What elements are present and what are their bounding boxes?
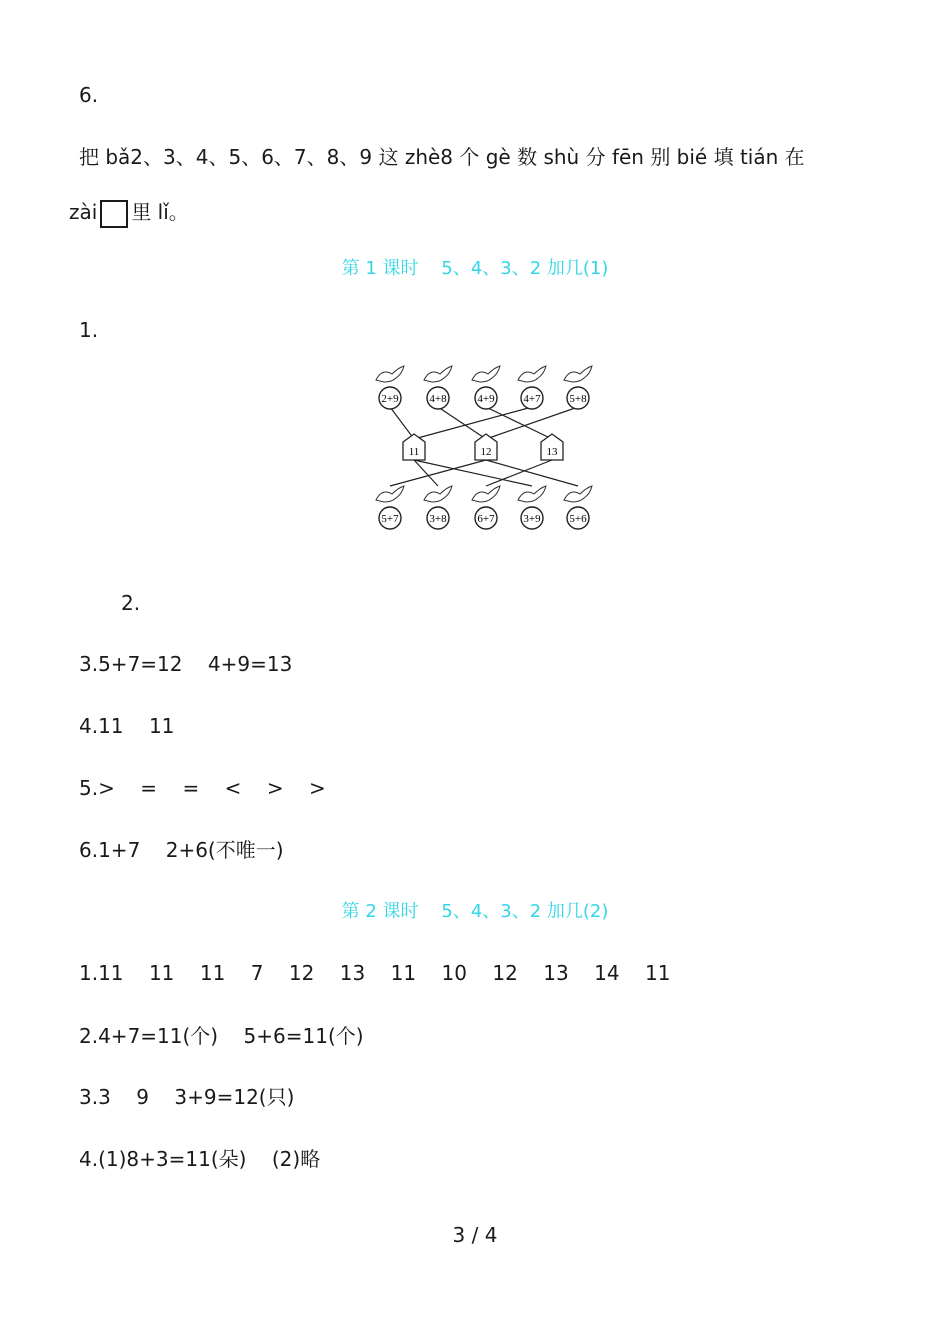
top-bird-4-label: 4+7 xyxy=(523,393,541,405)
question-6-text-line2 xyxy=(69,200,189,228)
matching-figure xyxy=(362,362,602,534)
bottom-bird-3 xyxy=(472,486,500,529)
question-6-li: 里 lǐ。 xyxy=(131,200,189,224)
lesson-1-q1-number: 1. xyxy=(79,318,99,342)
bottom-bird-1 xyxy=(376,486,404,529)
house-2-label: 12 xyxy=(480,446,492,458)
lesson-1-q3: 3.5+7=12 4+9=13 xyxy=(79,652,293,676)
top-bird-2 xyxy=(424,366,452,409)
lesson-1-q2: 2. xyxy=(121,591,141,615)
bottom-bird-1-label: 5+7 xyxy=(381,513,399,525)
lesson-2-heading: 第 2 课时 5、4、3、2 加几(2) xyxy=(341,901,609,922)
lesson-2-q3: 3.3 9 3+9=12(只) xyxy=(79,1085,295,1109)
question-6-pinyin-zai: zài xyxy=(69,200,98,224)
top-bird-3 xyxy=(472,366,500,409)
answer-box xyxy=(100,200,128,228)
bottom-bird-4-label: 3+9 xyxy=(523,513,541,525)
houses xyxy=(403,434,563,460)
bottom-bird-2 xyxy=(424,486,452,529)
house-3 xyxy=(541,434,563,460)
lesson-1-q5: 5.> = = < > > xyxy=(79,776,326,800)
top-bird-5 xyxy=(564,366,592,409)
top-bird-5-label: 5+8 xyxy=(569,393,587,405)
lesson-2-q4: 4.(1)8+3=11(朵) (2)略 xyxy=(79,1147,321,1171)
bottom-bird-4 xyxy=(518,486,546,529)
lesson-1-q4: 4.11 11 xyxy=(79,714,175,738)
top-bird-1-label: 2+9 xyxy=(381,393,399,405)
top-birds xyxy=(376,366,592,409)
top-bird-3-label: 4+9 xyxy=(477,393,495,405)
top-bird-1 xyxy=(376,366,404,409)
page-number: 3 / 4 xyxy=(452,1223,498,1247)
house-1-label: 11 xyxy=(408,446,420,458)
question-6-number: 6. xyxy=(79,83,99,107)
lesson-2-q2: 2.4+7=11(个) 5+6=11(个) xyxy=(79,1024,364,1048)
house-1 xyxy=(403,434,425,460)
bottom-bird-3-label: 6+7 xyxy=(477,513,495,525)
lesson-2-q1: 1.11 11 11 7 12 13 11 10 12 13 14 11 xyxy=(79,961,671,985)
house-2 xyxy=(475,434,497,460)
bottom-birds xyxy=(376,486,592,529)
top-bird-2-label: 4+8 xyxy=(429,393,447,405)
bottom-bird-5-label: 5+6 xyxy=(569,513,587,525)
bottom-bird-5 xyxy=(564,486,592,529)
top-bird-4 xyxy=(518,366,546,409)
question-6-text: 把 bǎ2、3、4、5、6、7、8、9 这 zhè8 个 gè 数 shù 分 fēn 别 bié 填 tián 在 xyxy=(79,145,805,169)
lesson-1-q6: 6.1+7 2+6(不唯一) xyxy=(79,838,284,862)
house-3-label: 13 xyxy=(546,446,558,458)
lesson-1-heading: 第 1 课时 5、4、3、2 加几(1) xyxy=(341,258,609,279)
bottom-bird-2-label: 3+8 xyxy=(429,513,447,525)
